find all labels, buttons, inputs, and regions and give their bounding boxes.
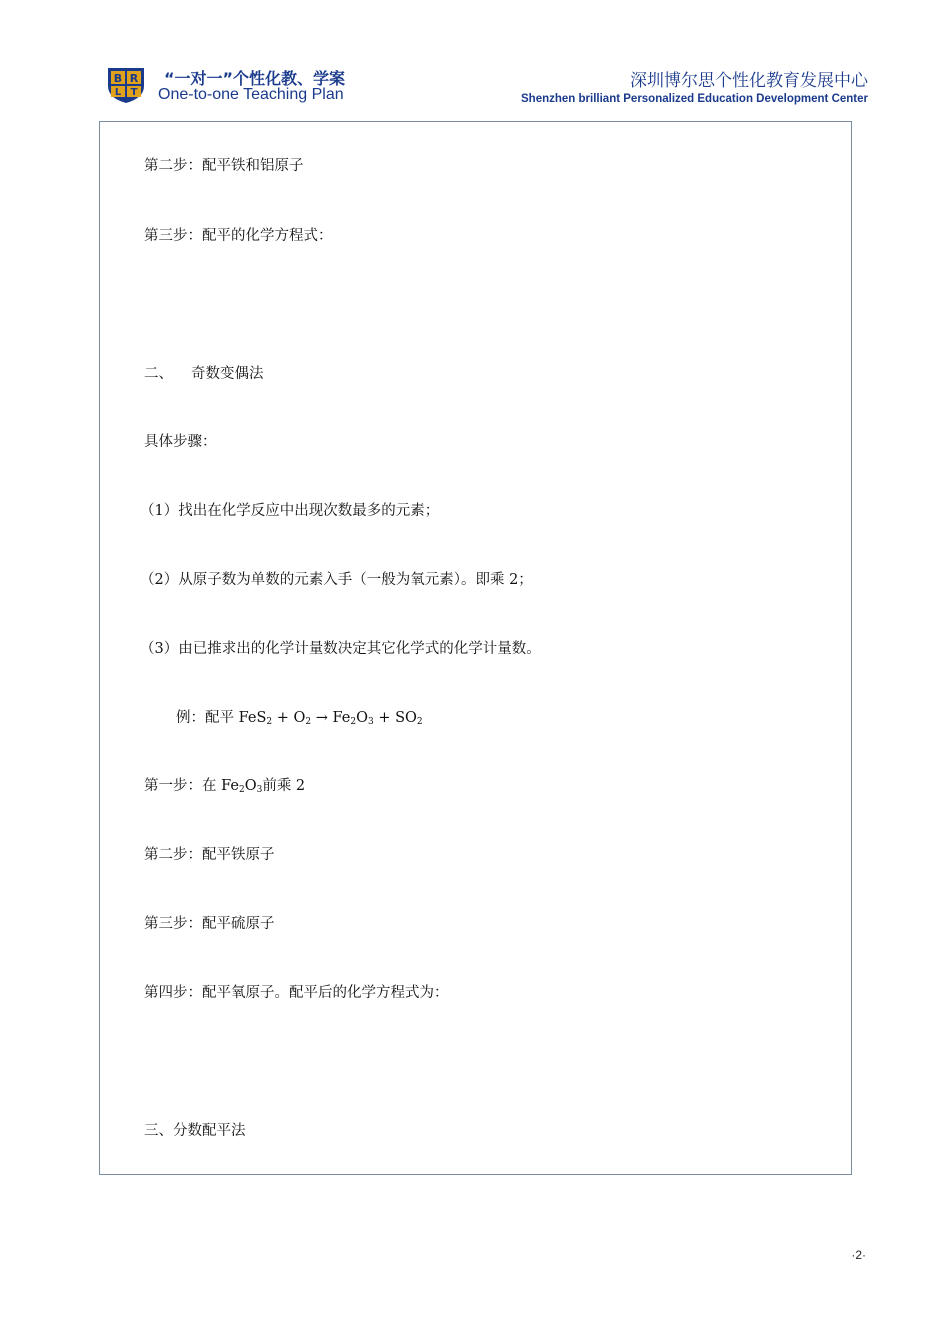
page-number: ·2· bbox=[851, 1248, 866, 1262]
step3-sulfur: 第三步：配平硫原子 bbox=[144, 916, 275, 932]
steps-label: 具体步骤： bbox=[144, 434, 217, 450]
step4-oxygen: 第四步：配平氧原子。配平后的化学方程式为： bbox=[144, 985, 449, 1001]
example-sub-4: 3 bbox=[367, 717, 374, 727]
example-sub-3: 2 bbox=[350, 717, 357, 727]
step1 bbox=[144, 776, 305, 800]
rule-2: （2）从原子数为单数的元素入手（一般为氧元素）。即乘 2； bbox=[140, 572, 533, 588]
header-org-cn: 深圳博尔思个性化教育发展中心 bbox=[630, 71, 868, 91]
step1-sub-1: 2 bbox=[238, 785, 245, 795]
step1-text-2: O bbox=[244, 778, 257, 794]
section2-title: 奇数变偶法 bbox=[191, 366, 264, 382]
rule-3: （3）由已推求出的化学计量数决定其它化学式的化学计量数。 bbox=[140, 641, 541, 657]
example-arrow: → Fe bbox=[311, 710, 351, 726]
section3-heading: 三、分数配平法 bbox=[144, 1123, 246, 1139]
step1-text-3: 前乘 2 bbox=[262, 778, 306, 794]
step1-text-1: 第一步：在 Fe bbox=[144, 778, 239, 794]
example-text-1: 例：配平 FeS bbox=[176, 710, 267, 726]
example-sub-2: 2 bbox=[305, 717, 312, 727]
school-logo-icon bbox=[104, 66, 148, 104]
example-text-2: + O bbox=[272, 710, 306, 726]
header-org-en: Shenzhen brilliant Personalized Education Development Center bbox=[521, 93, 868, 105]
rule-1: （1）找出在化学反应中出现次数最多的元素； bbox=[140, 503, 440, 519]
section2-heading bbox=[144, 364, 264, 384]
example-text-4: O bbox=[356, 710, 368, 726]
step3-balanced-equation: 第三步：配平的化学方程式： bbox=[144, 228, 333, 244]
section2-number: 二、 bbox=[144, 366, 173, 382]
header-title-cn: “一对一”个性化教、学案 bbox=[164, 69, 346, 88]
step1-sub-2: 3 bbox=[256, 785, 263, 795]
example-equation bbox=[176, 708, 423, 732]
logo-letter-t: T bbox=[130, 87, 138, 98]
logo-letter-l: L bbox=[114, 87, 122, 98]
step2-iron-aluminum: 第二步：配平铁和铝原子 bbox=[144, 158, 304, 174]
step2-iron: 第二步：配平铁原子 bbox=[144, 847, 275, 863]
logo-letter-r: R bbox=[129, 72, 139, 85]
header-title-en: One-to-one Teaching Plan bbox=[158, 86, 344, 103]
example-sub-5: 2 bbox=[416, 717, 423, 727]
example-text-5: + SO bbox=[373, 710, 417, 726]
example-sub-1: 2 bbox=[266, 717, 273, 727]
logo-letter-b: B bbox=[113, 72, 123, 85]
